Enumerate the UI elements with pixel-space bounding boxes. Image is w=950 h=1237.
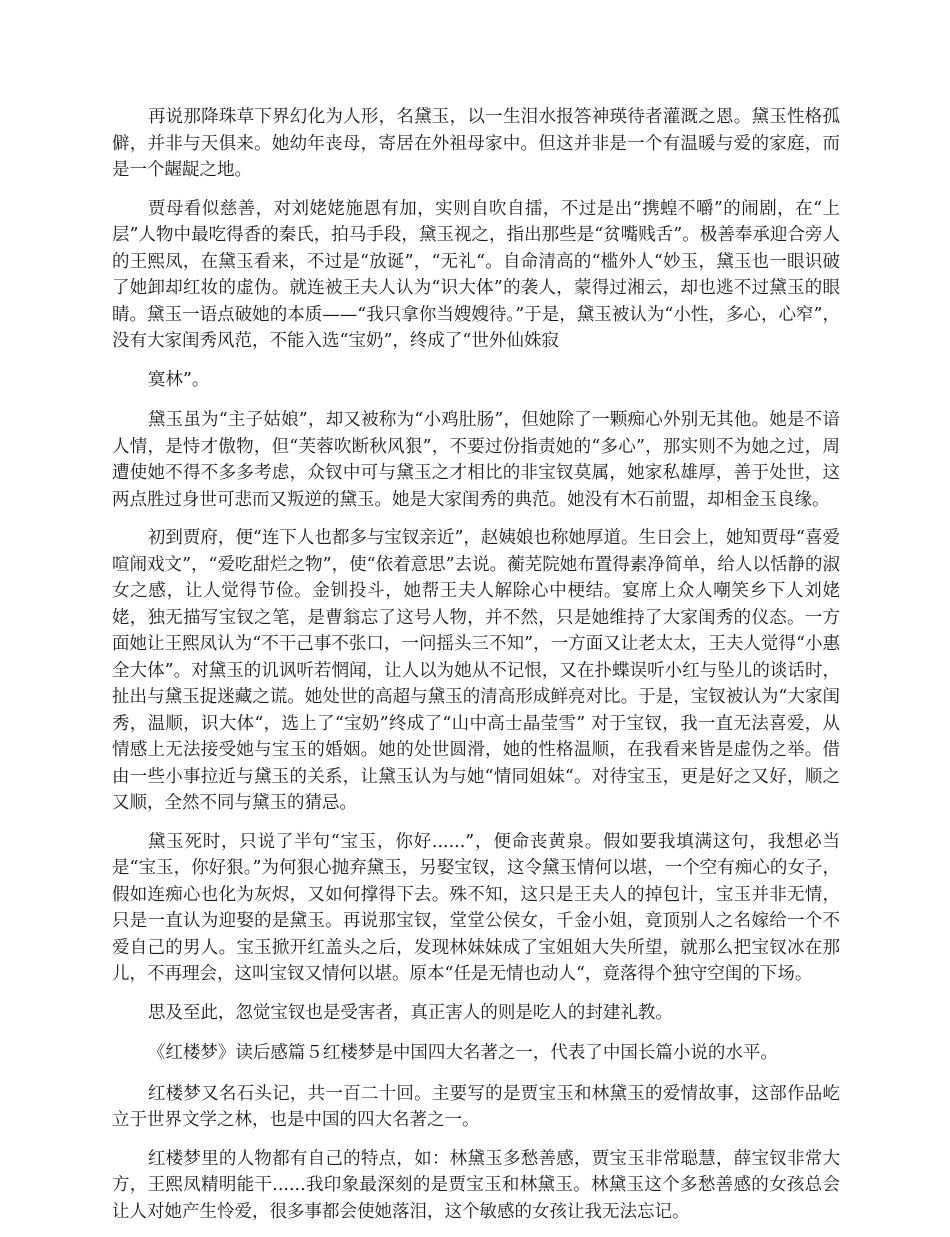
paragraph-10: 红楼梦里的人物都有自己的特点，如：林黛玉多愁善感，贾宝玉非常聪慧，薛宝钗非常大方，王熙凤精明能干......我印象最深刻的是贾宝玉和林黛玉。林黛玉这个多愁善感的女孩总会让人对她产生怜爱，很多事都会使她落泪，这个敏感的女孩让我无法忘记。 (112, 1148, 840, 1222)
document-body (112, 104, 840, 1237)
paragraph-3: 寞林”。 (147, 369, 210, 390)
paragraph-1: 再说那降珠草下界幻化为人形，名黛玉，以一生泪水报答神瑛待者灌溉之恩。黛玉性格孤僻，并非与天俱来。她幼年丧母，寄居在外祖母家中。但这并非是一个有温暖与爱的家庭，而是一个龌龊之地。 (112, 107, 840, 180)
paragraph-6: 黛玉死时，只说了半句“宝玉，你好......”，便命丧黄泉。假如要我填满这句，我想必当是“宝玉，你好狠。”为何狠心抛弃黛玉，另娶宝钗，这令黛玉情何以堪，一个空有痴心的女子，假如连痴心也化为灰烬，又如何撑得下去。殊不知，这只是王夫人的掉包计，宝玉并非无情，只是一直认为迎娶的是黛玉。再说那宝钗，堂堂公侯女，千金小姐，竟顶别人之名嫁给一个不爱自己的男人。宝玉掀开红盖头之后，发现林妹妹成了宝姐姐大失所望，就那么把宝钗冰在那儿，不再理会，这叫宝钗又情何以堪。原本“任是无情也动人“，竟落得个独守空闺的下场。 (112, 831, 840, 984)
paragraph-5: 初到贾府，便“连下人也都多与宝钗亲近”，赵姨娘也称她厚道。生日会上，她知贾母“喜爱喧闹戏文”，“爱吃甜烂之物”，使“依着意思”去说。蘅芜院她布置得素净简单，给人以恬静的淑女之感，让人觉得节俭。金钏投斗，她帮王夫人解除心中梗结。宴席上众人嘲笑乡下人刘姥姥，独无描写宝钗之笔，是曹翁忘了这号人物，并不然，只是她维持了大家闺秀的仪态。一方面她让王熙凤认为“不干己事不张口，一问摇头三不知”，一方面又让老太太，王夫人觉得“小惠全大体”。对黛玉的讥讽听若惘闻，让人以为她从不记恨，又在扑蝶误听小红与坠儿的谈话时，扯出与黛玉捉迷藏之谎。她处世的高超与黛玉的清高形成鲜亮对比。于是，宝钗被认为“大家闺秀，温顺，识大体“，选上了“宝奶”终成了“山中高士晶莹雪” 对于宝钗，我一直无法喜爱，从情感上无法接受她与宝玉的婚姻。她的处世圆滑，她的性格温顺，在我看来皆是虚伪之举。借由一些小事拉近与黛玉的关系，让黛玉认为与她“情同姐妹“。对待宝玉，更是好之又好，顺之又顺，全然不同与黛玉的猜忌。 (112, 528, 840, 813)
paragraph-7: 思及至此，忽觉宝钗也是受害者，真正害人的则是吃人的封建礼教。 (147, 1002, 673, 1023)
paragraph-9: 红楼梦又名石头记，共一百二十回。主要写的是贾宝玉和林黛玉的爱情故事，这部作品屹立于世界文学之林，也是中国的四大名著之一。 (112, 1083, 840, 1130)
paragraph-8: 《红楼梦》读后感篇５红楼梦是中国四大名著之一，代表了中国长篇小说的水平。 (147, 1043, 778, 1063)
paragraph-4: 黛玉虽为“主子姑娘”，却又被称为“小鸡肚肠”，但她除了一颗痴心外别无其他。她是不谙人情，是恃才傲物，但“芙蓉吹断秋风狠”，不要过份指责她的“多心”，那实则不为她之过，周遭使她不得不多多考虑，众钗中可与黛玉之才相比的非宝钗莫属，她家私雄厚，善于处世，这两点胜过身世可悲而又叛逆的黛玉。她是大家闺秀的典范。她没有木石前盟，却相金玉良缘。 (112, 410, 840, 510)
paragraph-2: 贾母看似慈善，对刘姥姥施恩有加，实则自吹自擂，不过是出“携蝗不嚼”的闹剧，在“上层”人物中最吃得香的秦氏，拍马手段，黛玉视之，指出那些是“贫嘴贱舌”。极善奉承迎合旁人的王熙凤，在黛玉看来，不过是“放诞”，“无礼“。自命清高的“槛外人“妙玉，黛玉也一眼识破了她卸却红妆的虚伪。就连被王夫人认为“识大体”的袭人，蒙得过湘云，却也逃不过黛玉的眼睛。黛玉一语点破她的本质——“我只拿你当嫂嫂待。”于是，黛玉被认为“小性，多心，心窄”，没有大家闺秀风范，不能入选“宝奶”，终成了“世外仙姝寂 (112, 198, 840, 351)
